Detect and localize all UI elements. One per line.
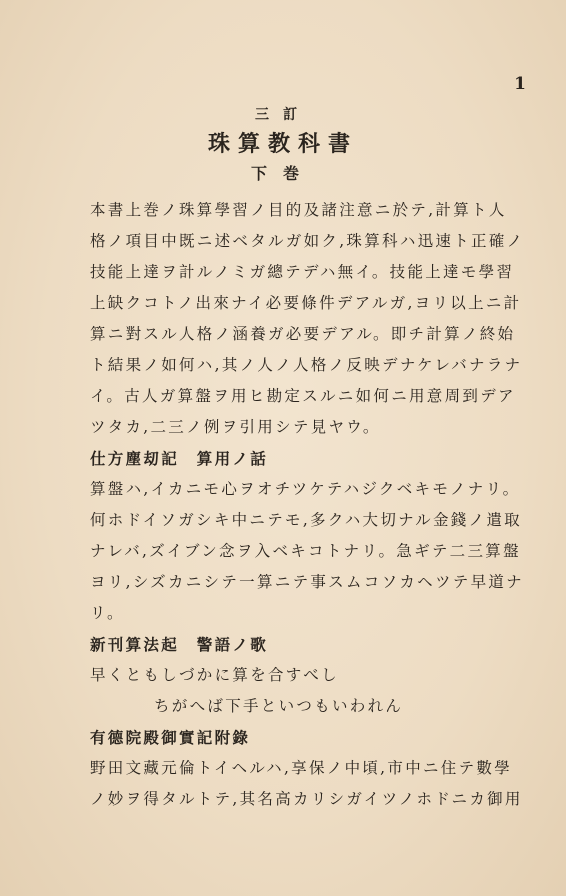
quote-line: 野田文藏元倫トイヘルハ,享保ノ中頃,市中ニ住テ數學	[90, 759, 512, 777]
paragraph-line: 算ニ對スル人格ノ涵養ガ必要デアル。即チ計算ノ終始	[90, 325, 516, 343]
section-heading: 有德院殿御實記附錄	[90, 728, 251, 747]
book-title: 珠算教科書	[207, 131, 358, 157]
paragraph-line: ツタカ,二三ノ例ヲ引用シテ見ヤウ。	[90, 418, 381, 436]
quote-line: ノ妙ヲ得タルトテ,其名高カリシガイツノホドニカ御用	[90, 790, 523, 808]
edition-label: 三訂	[255, 107, 311, 123]
paragraph-line: イ。古人ガ算盤ヲ用ヒ勘定スルニ如何ニ用意周到デア	[90, 387, 516, 405]
volume-label: 下巻	[250, 164, 315, 183]
page-number: 1	[514, 74, 526, 94]
paragraph-line: 格ノ項目中既ニ述ベタルガ如ク,珠算科ハ迅速ト正確ノ	[90, 232, 525, 250]
quote-line: ナレバ,ズイブン念ヲ入ベキコトナリ。急ギテ二三算盤	[90, 542, 521, 560]
section-heading: 新刊算法起 警語ノ歌	[90, 635, 269, 654]
quote-line: ヨリ,シズカニシテ一算ニテ事スムコソカヘツテ早道ナ	[90, 573, 524, 591]
body-text	[90, 195, 530, 815]
paragraph-line: 本書上巻ノ珠算學習ノ目的及諸注意ニ於テ,計算ト人	[90, 201, 507, 219]
paragraph-line: ト結果ノ如何ハ,其ノ人ノ人格ノ反映デナケレバナラナ	[90, 356, 523, 374]
poem-line: 早くともしづかに算を合すべし	[90, 666, 339, 684]
section-heading: 仕方塵刧記 算用ノ話	[90, 449, 269, 468]
paragraph-line: 上缺クコトノ出來ナイ必要條件デアルガ,ヨリ以上ニ計	[90, 294, 522, 312]
poem-line: ちがへば下手といつもいわれん	[154, 697, 404, 715]
paragraph-line: 技能上達ヲ計ルノミガ總テデハ無イ。技能上達モ學習	[90, 263, 515, 281]
quote-line: リ。	[90, 604, 125, 622]
quote-line: 何ホドイソガシキ中ニテモ,多クハ大切ナル金錢ノ遣取	[90, 511, 522, 529]
quote-line: 算盤ハ,イカニモ心ヲオチツケテハジクベキモノナリ。	[90, 480, 521, 498]
